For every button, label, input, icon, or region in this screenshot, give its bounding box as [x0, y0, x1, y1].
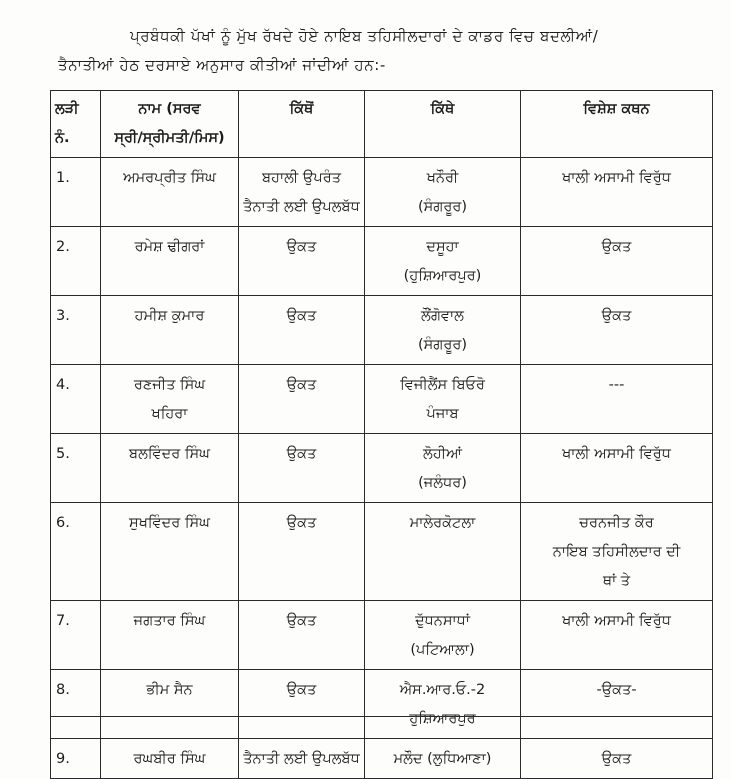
intro-line-2: ਤੈਨਾਤੀਆਂ ਹੇਠ ਦਰਸਾਏ ਅਨੁਸਾਰ ਕੀਤੀਆਂ ਜਾਂਦੀਆਂ ਹਨ:- — [58, 56, 386, 74]
cell-name: ਭੀਮ ਸੈਨ — [101, 670, 239, 739]
cell-from: ਉਕਤ — [239, 365, 365, 434]
cell-to: ਐਸ.ਆਰ.ਓ.-2 ਹੁਸ਼ਿਆਰਪੁਰ — [365, 670, 521, 739]
cell-name: ਰਘਬੀਰ ਸਿੰਘ — [101, 739, 239, 779]
cell-name: ਰਣਜੀਤ ਸਿੰਘ ਖਹਿਰਾ — [101, 365, 239, 434]
cell-to: ਮਲੌਦ (ਲੁਧਿਆਣਾ) — [365, 739, 521, 779]
table-row — [51, 601, 713, 670]
cell-from: ਉਕਤ — [239, 670, 365, 739]
table-row — [51, 227, 713, 296]
table-row — [51, 365, 713, 434]
cell-serial: 6. — [51, 503, 101, 601]
cell-from: ਉਕਤ — [239, 434, 365, 503]
cell-to: ਵਿਜੀਲੈਂਸ ਬਿਓਰੋ ਪੰਜਾਬ — [365, 365, 521, 434]
cell-serial: 1. — [51, 158, 101, 227]
cell-name: ਬਲਵਿੰਦਰ ਸਿੰਘ — [101, 434, 239, 503]
cell-serial: 8. — [51, 670, 101, 739]
cell-remarks: ਉਕਤ — [521, 739, 713, 779]
table-row — [51, 434, 713, 503]
cell-name: ਜਗਤਾਰ ਸਿੰਘ — [101, 601, 239, 670]
cell-remarks: --- — [521, 365, 713, 434]
cell-from: ਉਕਤ — [239, 227, 365, 296]
cell-serial: 2. — [51, 227, 101, 296]
table-bottom-rule — [50, 716, 712, 717]
cell-name: ਅਮਰਪ੍ਰੀਤ ਸਿੰਘ — [101, 158, 239, 227]
header-name: ਨਾਮ (ਸਰਵ ਸ੍ਰੀ/ਸ੍ਰੀਮਤੀ/ਮਿਸ) — [101, 91, 239, 158]
cell-to: ਦੁੱਧਨਸਾਧਾਂ (ਪਟਿਆਲਾ) — [365, 601, 521, 670]
cell-to: ਲੋਹੀਆਂ (ਜਲੰਧਰ) — [365, 434, 521, 503]
cell-remarks: ਖਾਲੀ ਅਸਾਮੀ ਵਿਰੁੱਧ — [521, 601, 713, 670]
cell-remarks: ਉਕਤ — [521, 227, 713, 296]
cell-remarks: ਚਰਨਜੀਤ ਕੌਰ ਨਾਇਬ ਤਹਿਸੀਲਦਾਰ ਦੀ ਥਾਂ ਤੇ — [521, 503, 713, 601]
cell-serial: 5. — [51, 434, 101, 503]
cell-remarks: -ਉਕਤ- — [521, 670, 713, 739]
cell-remarks: ਖਾਲੀ ਅਸਾਮੀ ਵਿਰੁੱਧ — [521, 158, 713, 227]
cell-name: ਸੁਖਵਿੰਦਰ ਸਿੰਘ — [101, 503, 239, 601]
cell-serial: 3. — [51, 296, 101, 365]
table-body — [51, 158, 713, 779]
intro-paragraph — [58, 22, 718, 80]
cell-from: ਉਕਤ — [239, 296, 365, 365]
table-row — [51, 296, 713, 365]
table-row — [51, 158, 713, 227]
header-serial: ਲੜੀ ਨੰ. — [51, 91, 101, 158]
cell-name: ਹਮੀਸ਼ ਕੁਮਾਰ — [101, 296, 239, 365]
cell-serial: 9. — [51, 739, 101, 779]
cell-remarks: ਖਾਲੀ ਅਸਾਮੀ ਵਿਰੁੱਧ — [521, 434, 713, 503]
table-row — [51, 739, 713, 779]
table-row — [51, 503, 713, 601]
cell-name: ਰਮੇਸ਼ ਢੀਗਰਾਂ — [101, 227, 239, 296]
header-remarks: ਵਿਸ਼ੇਸ਼ ਕਥਨ — [521, 91, 713, 158]
cell-from: ਉਕਤ — [239, 503, 365, 601]
intro-line-1: ਪ੍ਰਬੰਧਕੀ ਪੱਖਾਂ ਨੂੰ ਮੁੱਖ ਰੱਖਦੇ ਹੋਏ ਨਾਇਬ ਤਹਿਸੀਲਦਾਰਾਂ ਦੇ ਕਾਡਰ ਵਿਚ ਬਦਲੀਆਂ/ — [130, 27, 599, 45]
cell-serial: 4. — [51, 365, 101, 434]
cell-to: ਮਾਲੇਰਕੋਟਲਾ — [365, 503, 521, 601]
cell-serial: 7. — [51, 601, 101, 670]
table-header-row — [51, 91, 713, 158]
cell-from: ਬਹਾਲੀ ਉਪਰੰਤ ਤੈਨਾਤੀ ਲਈ ਉਪਲਬੱਧ — [239, 158, 365, 227]
cell-remarks: ਉਕਤ — [521, 296, 713, 365]
cell-to: ਖਨੌਰੀ (ਸੰਗਰੂਰ) — [365, 158, 521, 227]
cell-from: ਤੈਨਾਤੀ ਲਈ ਉਪਲਬੱਧ — [239, 739, 365, 779]
header-to: ਕਿੱਥੇ — [365, 91, 521, 158]
cell-to: ਲੌਂਗੋਵਾਲ (ਸੰਗਰੂਰ) — [365, 296, 521, 365]
header-from: ਕਿੱਥੋਂ — [239, 91, 365, 158]
cell-to: ਦਸੂਹਾ (ਹੁਸ਼ਿਆਰਪੁਰ) — [365, 227, 521, 296]
cell-from: ਉਕਤ — [239, 601, 365, 670]
transfer-table — [50, 90, 713, 779]
table-row — [51, 670, 713, 739]
